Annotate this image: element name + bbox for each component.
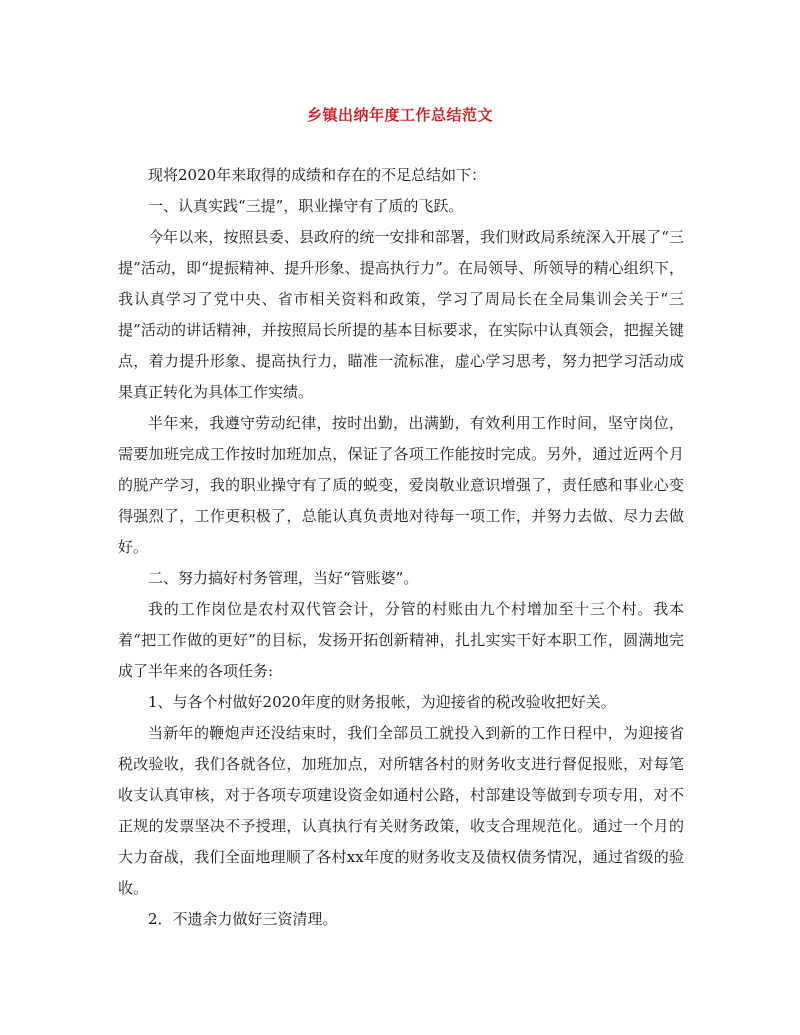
section-heading-1: 一、认真实践“三提”，职业操守有了质的飞跃。 [148, 197, 464, 215]
paragraph: 当新年的鞭炮声还没结束时，我们全部员工就投入到新的工作日程中，为迎接省税改验收，我们各就各位，加班加点，对所辖各村的财务收支进行督促报账，对每笔收支认真审核，对于各项专项建设资金如通村公路，村部建设等做到专项专用，对不正规的发票坚决不予授理，认真执行有关财务政策，收支合理规范化。通过一个月的大力奋战，我们全面地理顺了各村xx年度的财务收支及债权债务情况，通过省级的验收。 [118, 724, 684, 897]
section-heading-2: 二、努力搞好村务管理，当好“管账婆”。 [148, 569, 419, 587]
paragraph: 我的工作岗位是农村双代管会计，分管的村账由九个村增加至十三个村。我本着“把工作做的更好”的目标，发扬开拓创新精神，扎扎实实干好本职工作，圆满地完成了半年来的各项任务: [118, 600, 684, 680]
paragraph: 今年以来，按照县委、县政府的统一安排和部署，我们财政局系统深入开展了“三提”活动，即“提振精神、提升形象、提高执行力”。在局领导、所领导的精心组织下，我认真学习了党中央、省市相关资料和政策，学习了周局长在全局集训会关于“三提”活动的讲话精神，并按照局长所提的基本目标要求，在实际中认真领会，把握关键点，着力提升形象、提高执行力，瞄准一流标准，虚心学习思考，努力把学习活动成果真正转化为具体工作实绩。 [118, 228, 684, 401]
document-body [118, 160, 684, 935]
subsection-heading-1: 1、与各个村做好2020年度的财务报帐，为迎接省的税改验收把好关。 [148, 693, 616, 711]
paragraph-intro: 现将2020年来取得的成绩和存在的不足总结如下： [148, 166, 487, 184]
document-title: 乡镇出纳年度工作总结范文 [306, 106, 493, 124]
subsection-heading-2: 2．不遗余力做好三资清理。 [148, 910, 338, 928]
paragraph: 半年来，我遵守劳动纪律，按时出勤，出满勤，有效利用工作时间，坚守岗位，需要加班完成工作按时加班加点，保证了各项工作能按时完成。另外，通过近两个月的脱产学习，我的职业操守有了质的蜕变，爱岗敬业意识增强了，责任感和事业心变得强烈了，工作更积极了，总能认真负责地对待每一项工作，并努力去做、尽力去做好。 [118, 414, 684, 556]
